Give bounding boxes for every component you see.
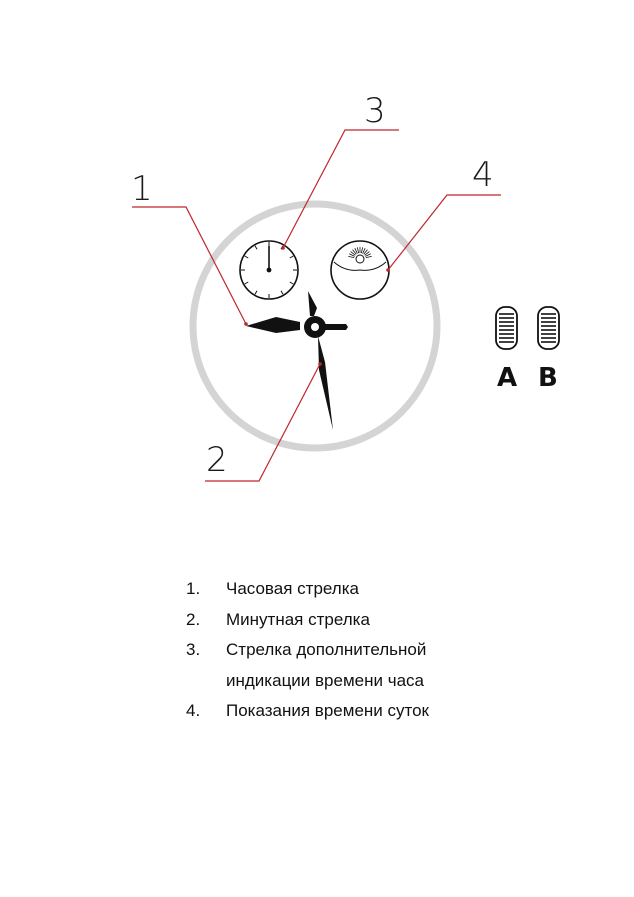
crown-label-b: B — [538, 363, 558, 393]
legend-item-text: Стрелка дополнительной индикации времени часа — [226, 640, 427, 690]
leader-line-4 — [388, 195, 501, 270]
crown-b — [538, 307, 559, 349]
legend-item-number: 4. — [186, 701, 201, 720]
legend-item — [186, 635, 486, 696]
leader-line-1 — [132, 207, 246, 324]
hour-hand — [246, 317, 300, 333]
crown-a — [496, 307, 517, 349]
callout-number-3: 3 — [364, 91, 386, 131]
legend-list — [186, 574, 486, 727]
crown-label-a: A — [497, 363, 518, 393]
callout-number-1: 1 — [131, 169, 153, 209]
legend-item — [186, 696, 486, 727]
minute-hand — [318, 336, 333, 430]
callout-number-2: 2 — [206, 440, 228, 480]
legend-item — [186, 574, 486, 605]
legend-item-number: 3. — [186, 640, 201, 659]
legend-item-text: Показания времени суток — [226, 701, 429, 720]
callout-number-4: 4 — [472, 155, 494, 195]
leader-lines — [132, 130, 501, 481]
seconds-hand-top — [308, 291, 317, 316]
legend-item-number: 2. — [186, 609, 201, 629]
subdial-hour-indicator — [240, 241, 298, 299]
legend-item-text: Часовая стрелка — [226, 579, 359, 598]
leader-line-3 — [283, 130, 399, 248]
legend-item — [186, 605, 486, 636]
legend-item-number: 1. — [186, 579, 201, 598]
subdial-day-night — [331, 241, 389, 299]
legend-item-text: Минутная стрелка — [226, 609, 370, 629]
